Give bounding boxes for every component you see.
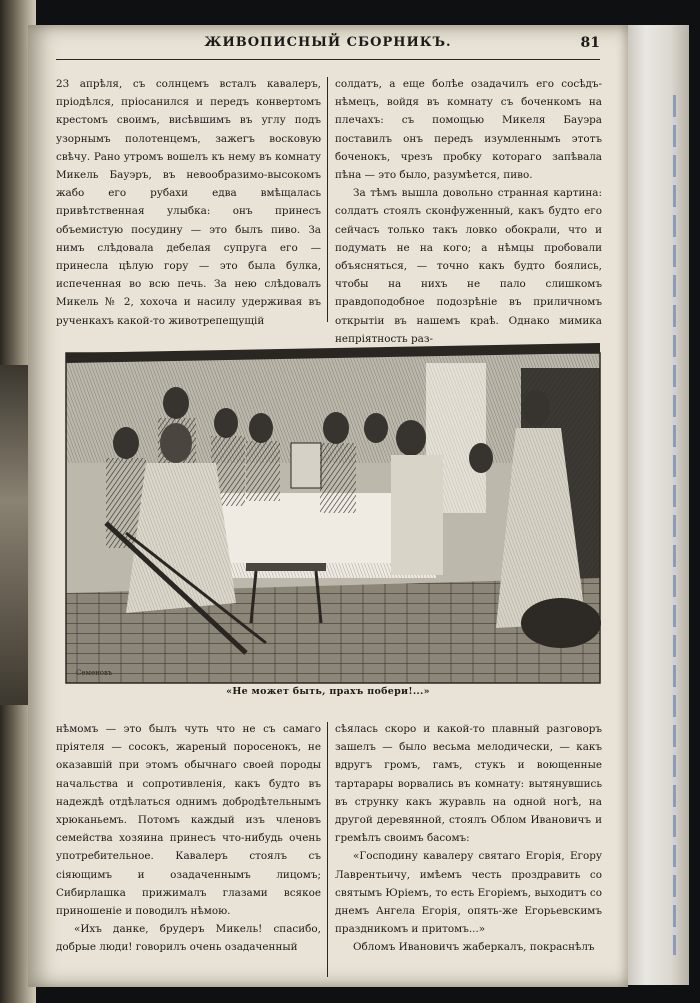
paragraph: Обломъ Ивановичъ жаберкалъ, покраснѣлъ — [353, 941, 595, 954]
header-rule — [56, 59, 600, 60]
running-header-title: ЖИВОПИСНЫЙ СБОРНИКЪ. — [204, 35, 452, 50]
illustration-caption: «Не может быть, прахъ побери!...» — [226, 686, 430, 697]
engraving-illustration — [66, 323, 600, 683]
paragraph: «Ихъ данке, брудеръ Микель! спасибо, добрые люди! говорилъ очень озадаченный — [56, 923, 321, 954]
book-page-stack — [627, 25, 689, 985]
paragraph: «Господину кавалеру святаго Егорія, Егору Лаврентьичу, имѣемъ честь проздравить со святымъ Юріемъ, то есть Егоріемъ, выходитъ со днемъ Ангела Егорія, опять-же Егорьевскимъ праздникомъ и притомъ...» — [335, 850, 602, 936]
text-column-bottom-right — [335, 720, 602, 980]
paragraph: солдатъ, а еще болѣе озадачилъ его сосѣдъ-нѣмецъ, войдя въ комнату съ боченкомъ на плечахъ: съ помощью Микеля Бауэра поставилъ онъ передъ изумленнымъ этотъ боченокъ, чрезъ пробку котораго запѣвала пѣна — это было, разумѣется, пиво. — [335, 78, 602, 182]
book-page — [28, 25, 628, 987]
column-divider — [327, 77, 328, 322]
adjacent-page-illustration-fragment — [0, 365, 28, 705]
column-divider — [327, 722, 328, 977]
text-column-bottom-left — [56, 720, 321, 980]
text-column-top-right — [335, 75, 602, 345]
engraver-signature: Семеновъ — [76, 669, 113, 677]
page-edge-stripe — [673, 95, 676, 955]
paragraph: нѣмомъ — это былъ чуть что не съ самаго пріятеля — сосокъ, жареный поросенокъ, не оказавшій при этомъ обычнаго своей породы начальства и сопротивленія, какъ будто въ надеждѣ отдѣлаться однимъ добродѣтельнымъ хрюканьемъ. Потомъ каждый изъ членовъ семейства хозяина принесъ что-нибудь очень употребительное. Кавалеръ стоялъ съ сіяющимъ и озадаченнымъ лицомъ; Сибирлашка прижималъ глазами всякое приношеніе и поводилъ нѣмою. — [56, 723, 321, 918]
paragraph: За тѣмъ вышла довольно странная картина: солдатъ стоялъ сконфуженный, какъ будто его сейчасъ только такъ ловко обокрали, что и подумать не на кого; а нѣмцы пробовали объясняться, — точно какъ будто боялись, чтобы на нихъ не пало слишкомъ правдоподобное подозрѣніе въ приличномъ открытіи въ нашемъ краѣ. Однако мимика непріятность раз- — [335, 187, 602, 345]
paragraph: 23 апрѣля, съ солнцемъ всталъ кавалеръ, пріодѣлся, пріосанился и передъ конвертомъ крестомъ своимъ, висѣвшимъ въ углу подъ узорнымъ полотенцемъ, зажегъ восковую свѣчу. Рано утромъ вошелъ къ нему въ комнату Микель Бауэръ, въ невообразимо-высокомъ жабо его рубахи едва вмѣщалась привѣтственная улыбка: онъ принесъ объемистую посудину — это былъ пиво. За нимъ слѣдовала дебелая супруга его — принесла цѣлую гору — это была булка, испеченная во всю печь. За нею слѣдовалъ Микель № 2, хохоча и насилу удерживая въ рученкахъ какой-то животрепещущій — [56, 78, 321, 327]
text-column-top-left — [56, 75, 321, 325]
paragraph: сѣялась скоро и какой-то плавный разговоръ зашелъ — было весьма мелодически, — какъ вдругъ громъ, гамъ, стукъ и воющенные тартарары ворвались въ комнату: вытянувшись въ струнку какъ журавль на одной ногѣ, на другой деревянной, стоялъ Облом Ивановичъ и гремѣлъ своимъ басомъ: — [335, 723, 602, 845]
page-number: 81 — [580, 35, 600, 51]
